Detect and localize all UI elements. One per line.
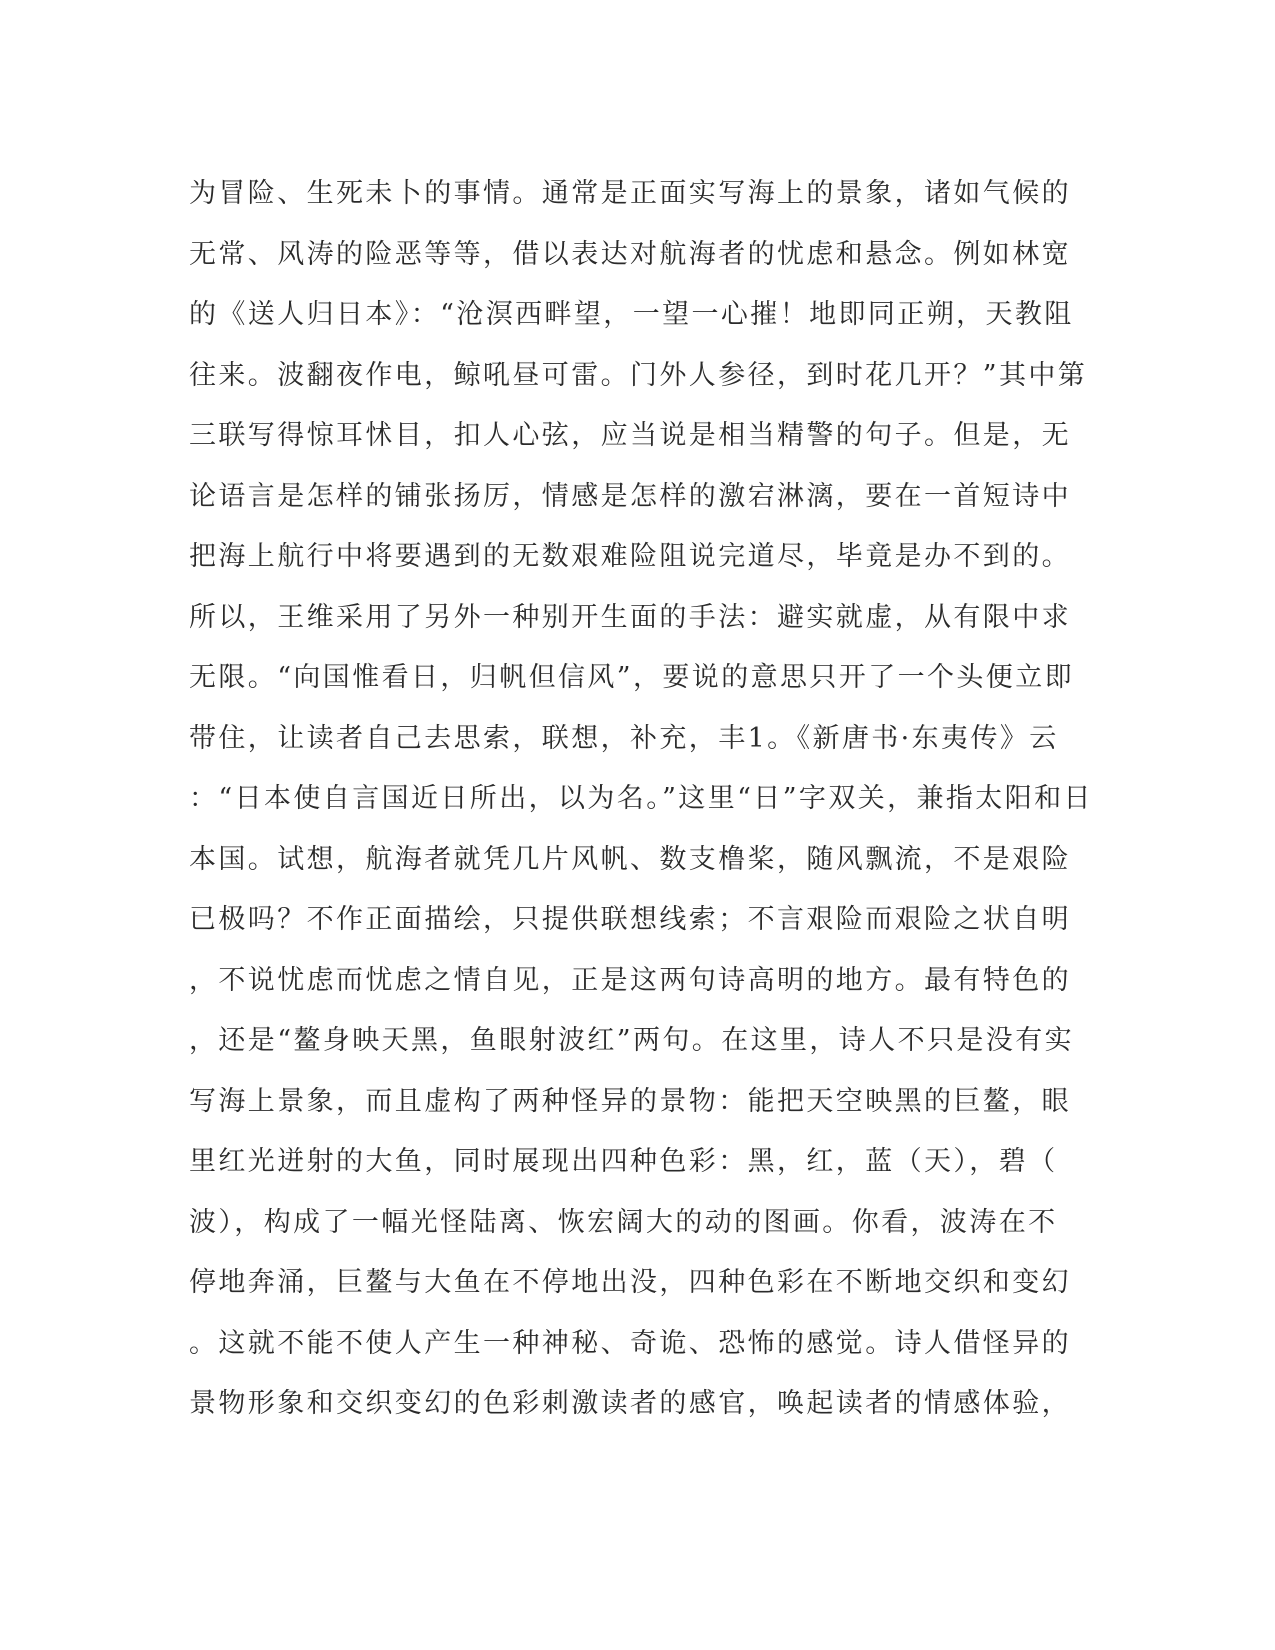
text-line: 带住，让读者自己去思索，联想，补充，丰1。《新唐书·东夷传》云 [189,722,1059,754]
text-line: 往来。波翻夜作电，鲸吼昼可雷。门外人参径，到时花几开？”其中第 [189,359,1088,391]
text-line: 所以，王维采用了另外一种别开生面的手法：避实就虚，从有限中求 [189,601,1071,633]
text-line: 写海上景象，而且虚构了两种怪异的景物：能把天空映黑的巨鳌，眼 [189,1085,1071,1117]
text-line: ：“日本使自言国近日所出，以为名。”这里“日”字双关，兼指太阳和日 [189,783,1093,814]
text-line: 。这就不能不使人产生一种神秘、奇诡、恐怖的感觉。诗人借怪异的 [189,1327,1071,1359]
text-line: 把海上航行中将要遇到的无数艰难险阻说完道尽，毕竟是办不到的。 [189,541,1071,572]
text-line: 为冒险、生死未卜的事情。通常是正面实写海上的景象，诸如气候的 [189,178,1071,209]
text-line: 的《送人归日本》：“沧溟西畔望，一望一心摧！地即同正朔，天教阻 [189,299,1074,330]
text-line: 里红光迸射的大鱼，同时展现出四种色彩：黑，红，蓝（天），碧（ [189,1146,1058,1177]
text-line: 论语言是怎样的铺张扬厉，情感是怎样的激宕淋漓，要在一首短诗中 [189,480,1071,512]
text-line: ，还是“鳌身映天黑，鱼眼射波红”两句。在这里，诗人不只是没有实 [189,1025,1075,1056]
text-line: 无常、风涛的险恶等等，借以表达对航海者的忧虑和悬念。例如林宽 [189,238,1071,270]
text-line: 已极吗？不作正面描绘，只提供联想线索；不言艰险而艰险之状自明 [189,904,1071,935]
text-line: 景物形象和交织变幻的色彩刺激读者的感官，唤起读者的情感体验， [189,1388,1071,1419]
text-line: 波），构成了一幅光怪陆离、恢宏阔大的动的图画。你看，波涛在不 [189,1206,1058,1238]
text-line: 本国。试想，航海者就凭几片风帆、数支橹桨，随风飘流，不是艰险 [189,843,1071,875]
text-line: 三联写得惊耳怵目，扣人心弦，应当说是相当精警的句子。但是，无 [189,420,1071,451]
text-line: 停地奔涌，巨鳌与大鱼在不停地出没，四种色彩在不断地交织和变幻 [189,1267,1071,1298]
text-line: 无限。“向国惟看日，归帆但信风”，要说的意思只开了一个头便立即 [189,662,1075,693]
body-text [189,164,1093,1435]
text-line: ，不说忧虑而忧虑之情自见，正是这两句诗高明的地方。最有特色的 [189,964,1071,996]
